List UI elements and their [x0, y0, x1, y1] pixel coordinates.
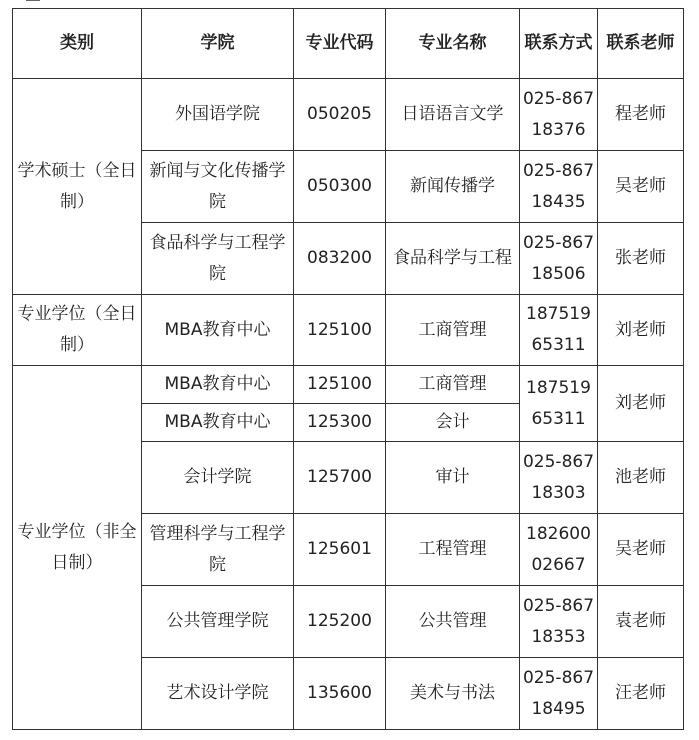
header-teacher: 联系老师	[598, 9, 684, 79]
header-category: 类别	[13, 9, 142, 79]
contact-cell: 18751965311	[520, 366, 598, 442]
contact-cell: 025-86718506	[520, 223, 598, 295]
college-cell: 食品科学与工程学院	[142, 223, 294, 295]
contact-cell: 18260002667	[520, 514, 598, 586]
college-cell: 会计学院	[142, 442, 294, 514]
category-cell: 专业学位（非全日制）	[13, 366, 142, 730]
contact-cell: 025-86718353	[520, 586, 598, 658]
code-cell: 125300	[294, 404, 386, 442]
major-cell: 工商管理	[386, 366, 520, 404]
teacher-cell: 袁老师	[598, 586, 684, 658]
table-row	[13, 79, 684, 151]
college-cell: 艺术设计学院	[142, 658, 294, 730]
header-row	[13, 9, 684, 79]
major-cell: 美术与书法	[386, 658, 520, 730]
college-cell: 新闻与文化传播学院	[142, 151, 294, 223]
major-cell: 日语语言文学	[386, 79, 520, 151]
category-cell: 专业学位（全日制）	[13, 295, 142, 366]
contact-cell: 025-86718435	[520, 151, 598, 223]
category-cell: 学术硕士（全日制）	[13, 79, 142, 295]
teacher-cell: 吴老师	[598, 151, 684, 223]
teacher-cell: 张老师	[598, 223, 684, 295]
code-cell: 125100	[294, 295, 386, 366]
college-cell: 外国语学院	[142, 79, 294, 151]
header-major: 专业名称	[386, 9, 520, 79]
contact-cell: 18751965311	[520, 295, 598, 366]
teacher-cell: 池老师	[598, 442, 684, 514]
code-cell: 083200	[294, 223, 386, 295]
contact-cell: 025-86718495	[520, 658, 598, 730]
code-cell: 135600	[294, 658, 386, 730]
major-cell: 公共管理	[386, 586, 520, 658]
college-cell: 公共管理学院	[142, 586, 294, 658]
code-cell: 125100	[294, 366, 386, 404]
teacher-cell: 刘老师	[598, 295, 684, 366]
contact-cell: 025-86718303	[520, 442, 598, 514]
teacher-cell: 刘老师	[598, 366, 684, 442]
header-college: 学院	[142, 9, 294, 79]
header-contact: 联系方式	[520, 9, 598, 79]
code-cell: 125200	[294, 586, 386, 658]
major-cell: 审计	[386, 442, 520, 514]
code-cell: 125700	[294, 442, 386, 514]
major-cell: 工程管理	[386, 514, 520, 586]
teacher-cell: 汪老师	[598, 658, 684, 730]
teacher-cell: 吴老师	[598, 514, 684, 586]
corner-mark	[26, 0, 40, 1]
major-cell: 新闻传播学	[386, 151, 520, 223]
college-cell: MBA教育中心	[142, 295, 294, 366]
code-cell: 050300	[294, 151, 386, 223]
contact-table	[12, 8, 684, 730]
code-cell: 125601	[294, 514, 386, 586]
teacher-cell: 程老师	[598, 79, 684, 151]
college-cell: MBA教育中心	[142, 366, 294, 404]
college-cell: MBA教育中心	[142, 404, 294, 442]
code-cell: 050205	[294, 79, 386, 151]
table-row	[13, 366, 684, 404]
major-cell: 会计	[386, 404, 520, 442]
contact-cell: 025-86718376	[520, 79, 598, 151]
major-cell: 食品科学与工程	[386, 223, 520, 295]
college-cell: 管理科学与工程学院	[142, 514, 294, 586]
major-cell: 工商管理	[386, 295, 520, 366]
table-row	[13, 295, 684, 366]
header-code: 专业代码	[294, 9, 386, 79]
